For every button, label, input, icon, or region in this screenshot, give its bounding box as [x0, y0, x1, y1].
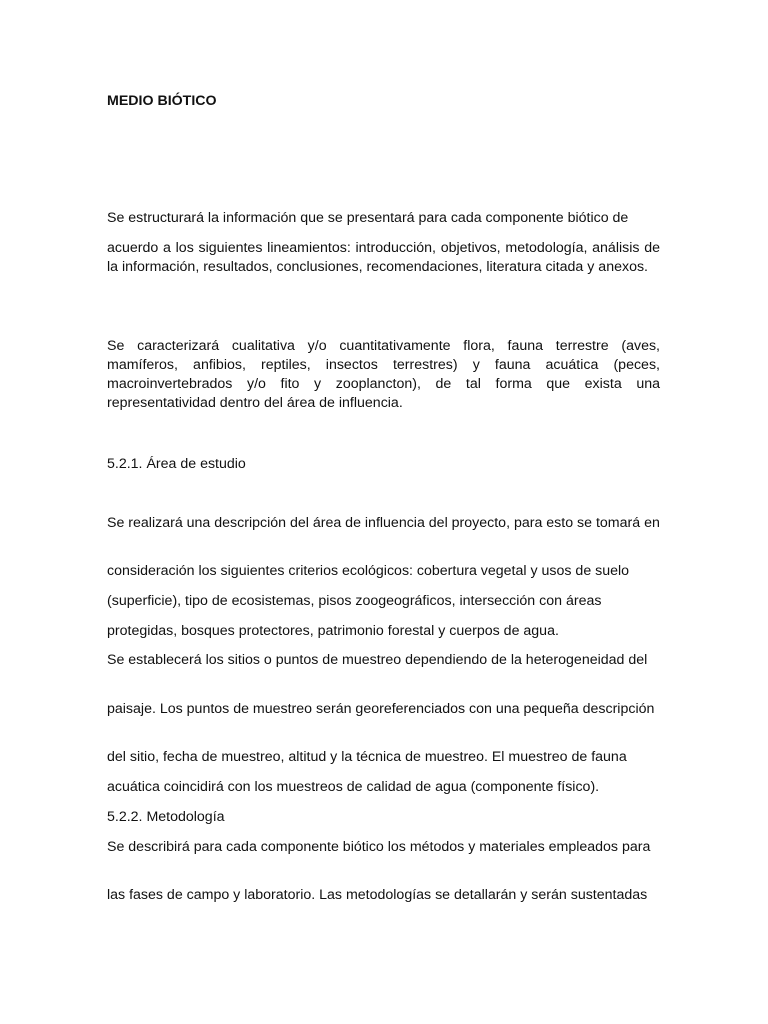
paragraph-site-details: del sitio, fecha de muestreo, altitud y la técnica de muestreo. El muestreo de fauna — [107, 749, 627, 765]
paragraph-sampling-sites: Se establecerá los sitios o puntos de muestreo dependiendo de la heterogeneidad del — [107, 652, 648, 668]
paragraph-area-description: Se realizará una descripción del área de influencia del proyecto, para esto se tomará en — [107, 515, 660, 531]
section-title: MEDIO BIÓTICO — [107, 93, 217, 109]
paragraph-field-lab-phases: las fases de campo y laboratorio. Las metodologías se detallarán y serán sustentadas — [107, 887, 648, 903]
paragraph-protected-areas: protegidas, bosques protectores, patrimonio forestal y cuerpos de agua. — [107, 623, 559, 639]
paragraph-guidelines: acuerdo a los siguientes lineamientos: introducción, objetivos, metodología, análisis de la información, resultados, conclusiones, recomendaciones, literatura citada y anexos. — [107, 240, 660, 275]
paragraph-georeferencing: paisaje. Los puntos de muestreo serán georeferenciados con una pequeña descripción — [107, 701, 655, 717]
paragraph-ecological-criteria: consideración los siguientes criterios ecológicos: cobertura vegetal y usos de suelo — [107, 563, 630, 579]
paragraph-characterization: Se caracterizará cualitativa y/o cuantitativamente flora, fauna terrestre (aves, mamíferos, anfibios, reptiles, insectos terrestres) y fauna acuática (peces, macroinvertebrados y/o fito y zooplancton), de tal forma que exista una representatividad dentro del área de influencia. — [107, 338, 660, 411]
subsection-heading-study-area: 5.2.1. Área de estudio — [107, 456, 246, 472]
subsection-heading-methodology: 5.2.2. Metodología — [107, 809, 225, 825]
paragraph-methods-materials: Se describirá para cada componente biótico los métodos y materiales empleados para — [107, 839, 651, 855]
paragraph-ecosystems: (superficie), tipo de ecosistemas, pisos zoogeográficos, intersección con áreas — [107, 593, 602, 609]
paragraph-aquatic-sampling: acuática coincidirá con los muestreos de calidad de agua (componente físico). — [107, 779, 600, 795]
paragraph-structure-intro: Se estructurará la información que se presentará para cada componente biótico de — [107, 210, 629, 226]
